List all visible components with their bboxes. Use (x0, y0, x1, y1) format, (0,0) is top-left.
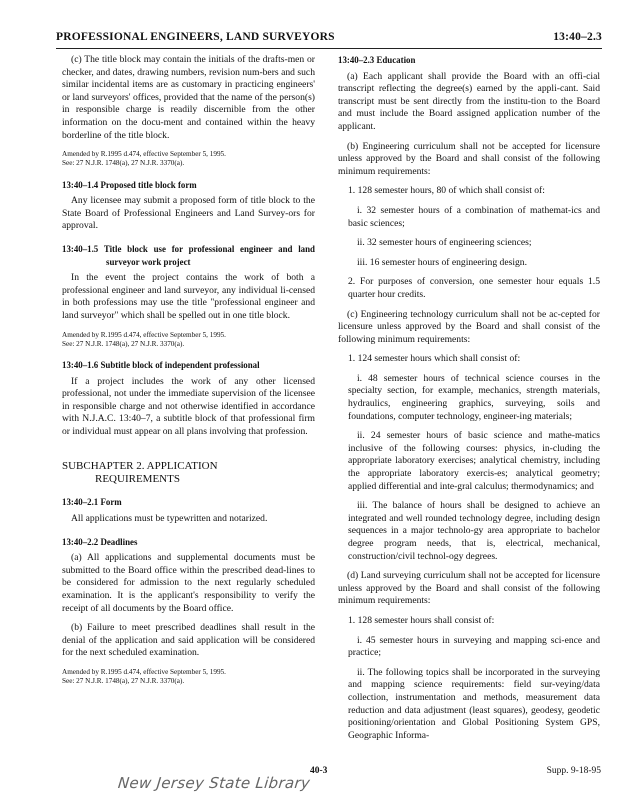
paragraph: Any licensee may submit a proposed form of title block to the State Board of Professional Engineers and Land Survey-ors for approval. (62, 195, 315, 232)
amendment-note: Amended by R.1995 d.474, effective September 5, 1995. See: 27 N.J.R. 1748(a), 27 N.J.R. 3370(a). (62, 330, 226, 348)
paragraph: All applications must be typewritten and notarized. (71, 513, 268, 525)
paragraph: (b) Failure to meet prescribed deadlines shall result in the denial of the application and said application will be considered for the next scheduled examination. (62, 622, 315, 659)
header-section: 13:40–2.3 (553, 31, 602, 43)
left-column (62, 54, 315, 690)
paragraph: If a project includes the work of any other licensed professional, not under the immediate supervision of the licensee in responsible charge and not otherwise identified in accordance with N.J.A.C. 13:40–7, a subtitle block of that professional firm or individual must appear on all plans involving that profession. (62, 375, 315, 437)
header-rule (56, 48, 602, 49)
section-heading: 13:40–2.1 Form (62, 497, 122, 508)
paragraph-title-block-c: (c) The title block may contain the initials of the drafts-men or checker, and dates, drawing numbers, revision num-bers and such similar incidental items are as customary in practicing engineers' or land surveyors' offices, provided that the name of the person(s) in responsible charge is readily discernible from the other information on the docu-ment and contained within the heavy borderline of the title block. (62, 54, 315, 141)
list-item: ii. 32 semester hours of engineering sciences; (357, 237, 532, 249)
list-item: 1. 128 semester hours shall consist of: (348, 614, 495, 626)
list-item: i. 32 semester hours of a combination of mathemat-ics and basic sciences; (348, 204, 600, 229)
list-item: ii. 24 semester hours of basic science and mathe-matics inclusive of the following courses: physics, in-cluding the appropriate laboratory exercises; analytical chemistry, including the appropriate laboratory exercis-es; analytical geometry; applied differential and inte-gral calculus; thermodynamics; and (348, 430, 600, 492)
list-item: ii. The following topics shall be incorporated in the surveying and mapping science requirements: field sur-veying/data collection, instrumentation and methods, measurement data reduction and data adjustment (least squares), geodesy, geodetic positioning/orientation and Global Positioning System GPS, Geographic Informa- (348, 666, 600, 741)
list-item: iii. 16 semester hours of engineering design. (357, 256, 527, 268)
paragraph: (b) Engineering curriculum shall not be accepted for licensure unless approved by the Board and shall consist of the following minimum requirements: (338, 140, 600, 177)
header-title: PROFESSIONAL ENGINEERS, LAND SURVEYORS (56, 31, 335, 43)
list-item: i. 48 semester hours of technical science courses in the specialty section, for example, mechanics, strength materials, hydraulics, engineering graphics, surveying, soils and foundations, computer technology, engineer-ing materials; (348, 372, 600, 422)
section-heading: 13:40–2.3 Education (338, 55, 416, 65)
amendment-note: Amended by R.1995 d.474, effective September 5, 1995. See: 27 N.J.R. 1748(a), 27 N.J.R. 3370(a). (62, 150, 226, 168)
amendment-note: Amended by R.1995 d.474, effective September 5, 1995. See: 27 N.J.R. 1748(a), 27 N.J.R. 3370(a). (62, 668, 226, 686)
subchapter-heading (62, 460, 315, 486)
list-item: 1. 128 semester hours, 80 of which shall consist of: (348, 185, 545, 197)
section-heading: 13:40–1.4 Proposed title block form (62, 179, 197, 190)
paragraph: In the event the project contains the work of both a professional engineer and land surveyor, any individual li-censed in both professions may use the title "professional engineer and land surveyor" which shall be spelled out in one title block. (62, 272, 315, 321)
library-stamp: New Jersey State Library (117, 774, 312, 792)
subchapter-title-line-2: REQUIREMENTS (95, 473, 180, 486)
section-heading: 13:40–1.5 Title block use for professional engineer and land surveyor work project (62, 243, 315, 267)
list-item: 1. 124 semester hours which shall consist of: (348, 353, 521, 365)
running-header (56, 31, 602, 49)
paragraph: (c) Engineering technology curriculum shall not be ac-cepted for licensure unless approved by the Board and shall consist of the following minimum requirements: (338, 308, 600, 345)
list-item: iii. The balance of hours shall be designed to achieve an integrated and well rounded technology degree, including design sequences in a major technolo-gy area appropriate to bachelor degree program needs, that is, electrical, mechanical, construction/civil technol-ogy degrees. (348, 500, 600, 562)
paragraph: (d) Land surveying curriculum shall not be accepted for licensure unless approved by the Board and shall consist of the following minimum requirements: (338, 570, 600, 607)
supplement-date: Supp. 9-18-95 (546, 766, 601, 776)
section-heading: 13:40–1.6 Subtitle block of independent professional (62, 359, 260, 370)
list-item: 2. For purposes of conversion, one semester hour equals 1.5 quarter hour credits. (348, 276, 600, 300)
paragraph: (a) Each applicant shall provide the Board with an offi-cial transcript reflecting the degree(s) earned by the appli-cant. Said transcript must be sent directly from the institu-tion to the Board and must include the Board assigned application number of the applicant. (338, 70, 600, 132)
subchapter-title-line-1: SUBCHAPTER 2. APPLICATION (62, 460, 218, 473)
section-heading: 13:40–2.2 Deadlines (62, 536, 138, 547)
right-column (338, 54, 600, 749)
paragraph: (a) All applications and supplemental documents must be submitted to the Board office within the prescribed dead-lines to be considered for admission to the next regularly scheduled examination. It is the applicant's responsibility to verify the receipt of all documents by the Board office. (62, 552, 315, 614)
page-number: 40-3 (310, 766, 328, 776)
list-item: i. 45 semester hours in surveying and mapping sci-ence and practice; (348, 634, 600, 659)
